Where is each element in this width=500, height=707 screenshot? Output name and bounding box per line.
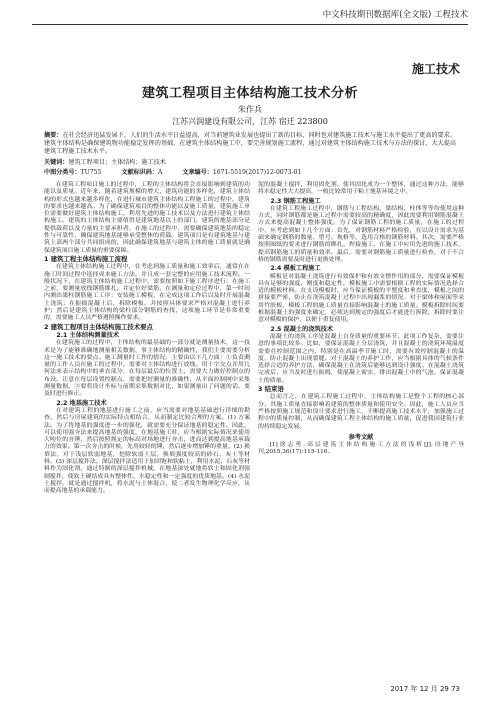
subheading: 2.3 钢筋工程施工 xyxy=(270,197,321,205)
keywords xyxy=(44,157,456,166)
article-title: 建筑工程项目主体结构施工技术分析 xyxy=(141,86,358,101)
paragraph: 混凝土的浇筑工序是混凝土自身质量的重要环节，此项工作复杂，需要注意的事项比较多。比如，要保证混凝土分层浇筑，并且混凝土的浇筑环境温度需要在控制范围之内，特别是在高温季节施工时，需要有效控制混凝土的温度，防止混凝土出现裂缝。对于混凝土的养护工作，应当根据具体的气候条件选择合适的养护方法，确保混凝土在浇筑后能够达到设计强度。在混凝土浇筑完成后，应当及时进行振捣，使混凝土密实，排出混凝土中的气泡，保证混凝土的质量。 xyxy=(258,333,464,384)
page-footer: 2017 年 12 月 29 73 xyxy=(390,685,460,693)
keywords-text: 建筑工程项目；主体结构；施工技术 xyxy=(68,159,166,166)
paragraph: 模板是对混凝土浇筑进行有效保护和有效支撑作用的部分，需要保证模板具有足够的强度、刚度和稳定性。模板施工中需要根据工程的实际情况选择合适的模板材料。在支设模板时，应当保证模板的平整度和垂直度，模板之间的拼接要严密，防止在浇筑混凝土过程中出现漏浆的情况。对于梁体和屋面等采用竹胶板、模板工程的施工质量直接影响混凝土的施工质量。模板拆除时间要根据混凝土的强度来确定，必须达到规定的强度后才能进行拆除，拆除时要注意对模板的保护，以便于重复使用。 xyxy=(258,273,464,324)
paragraph: 总而言之，在建筑工程施工过程中，主体结构施工是整个工程的核心部分，其施工质量直接影响着建筑的整体质量和使用安全。因此，施工人员应当严格按照施工规范和设计要求进行施工，不断提高施工技术水平，加强施工过程中的质量控制，从而确保建筑工程主体结构的施工质量，促进我国建筑行业的持续稳定发展。 xyxy=(258,394,464,430)
header-rule xyxy=(32,24,468,25)
paragraph: 在建筑工程施工过程中，钢筋与工程结构、梁结构、柱体等等均使用这种方式，同时钢筋都是施工过程中需要较高的精确度，因此需要利用钢筋混凝土方式来提高混凝土整体强度。为了保证钢筋工程的施工质量，在施工的过程中，应考虑到如下几个方面：首先，对钢筋材料严格检验，在以设计需求为基础来确定钢筋的数量、型号、规格等，选用合格的钢筋材料。其次，需要严格按照图纸的要求进行钢筋的绑扎、焊接施工，在施工中应用先进的施工技术，提高钢筋施工的质量和效率。最后，需要对钢筋施工质量进行检查，对于不合格的钢筋需要及时进行更换处理。 xyxy=(258,205,464,263)
doc-code: 文献标识码：A xyxy=(121,169,163,176)
right-column xyxy=(258,182,464,457)
paragraph: 在建筑主体结构施工过程中，在考虑到施工质量和施工效率后，通常在在施工时间过程中选择成本施工方法，并且成一套完整的应用施工技术流程。一般状况下，在建筑主体结构施工过程中，需要按照如下施工程序进行：在施工之前，要测量放线钢筋绑扎，并定位好梁筋，在测量和定位过程中，第一时间内测出梁柱钢筋施工工序：安装施工模板，在完成这项工作后以及时开展混凝土浇筑；在振捣混凝土后，拆除模板，并按照具体要求严格对混凝土进行养护；然后是建筑主体结构的梁柱部分钢筋的查找，这项施工环节是非常重要的，需要施工人员严格遵照操作要求。 xyxy=(44,264,250,322)
subheading: 2.2 地基施工技术 xyxy=(56,399,107,407)
classification-line xyxy=(44,167,456,176)
reference-item: [1]徐志勇.高层建筑主体结构施工方法的浅析[J].房地产导刊,2015,36(17):115-116. xyxy=(258,442,464,456)
heading: 1 建筑工程主体结构施工流程 xyxy=(44,254,128,263)
heading: 2 建筑工程项目主体结构施工技术要点 xyxy=(44,322,153,331)
class-number: 中图分类号：TU755 xyxy=(44,169,102,176)
subheading: 2.1 主体结构测量技术 xyxy=(56,331,120,339)
affiliation: 江苏兴润建设有限公司，江苏 宿迁 223800 xyxy=(172,117,328,126)
paragraph: 在对建筑工程的地基进行施工之前，应当需要对地基基础进行详细的勘查，然后与房屋建筑的实际特点相结合，从而制定比较合理的方案。(1) 方案法。为了将地基的强度进一步的强化，就需要充分保证地基的稳定性。因此，可以使用强夯法来提高地基的强度，在地基施工时，应当根据实际情况来使用大吨位的夯锤，然后按照规定的标高对场地进行夯击，进而达到提高地基承载力的效果。第一次夯击的时候，先用较轻的锤，然后逐步增加锤的重量。(2) 换填法。对于浅层软弱地基，挖除软弱土层，换填强度较高的砂石、灰土等材料。(3) 深层搅拌法。深层搅拌法适用于加固饱和软粘土，利用水泥、石灰等材料作为固化剂，通过特制的深层搅拌机械，在地基深处就地将软土和固化剂强制搅拌，使软土硬结成具有整体性、水稳定性和一定强度的优质地基。(4) 水泥土搅拌。就是通过搅拌机，将水泥与土体混合，使二者发生物理化学反应，从而提高地基的承载能力。 xyxy=(44,407,250,495)
paragraph: 泥的混凝土搅拌，利用固化剂，使其固化成为一个整体，通过这种方法，能够将水稳定性大大提高，一般比较常用于粘土地基环境之中。 xyxy=(258,182,464,196)
keywords-label: 关键词： xyxy=(44,159,69,166)
paragraph: 在建筑工程项目施工的过程中，工程的主体结构将会直接影响到建筑的功能以及质量。近年来，随着建筑规模的增大，建筑功能的多样化，建筑主体结构的形式也越来越多样化，在进行城市建筑主体结构工程施工的过程中，建筑的要求也越来越高。为了确保建筑项目的整体功能以及施工质量，建筑施工单位需要做好建筑主体结构施工，利用先进的施工技术以及方法进行建筑主体结构施工。建筑的主体结构主要值得是建筑地基以上的部门，建筑的地基部分是提供载荷以及力量的主要承担者，在施工的过程中，需要确保建筑地基的稳定性与可靠性，确保建筑地基能够承受整体的荷载。建筑项目是有建筑地基与建筑上部两个部分共同组成的，因此确保建筑地基与建筑主体的施工质量就是确保建筑项目施工质量的重要保障。 xyxy=(44,182,250,254)
subheading: 2.4 模板工程施工 xyxy=(270,265,321,273)
author: 朱作兵 xyxy=(238,105,262,114)
references-title: 参考文献 xyxy=(348,433,374,441)
running-header: 中文科技期刊数据库(全文版) 工程技术 xyxy=(322,10,468,20)
left-column xyxy=(44,182,250,496)
abstract-text: 在社会经济迅猛发展下，人们的生活水平日益提高，对当前建筑业发展也提出了新的目标，同时也对建筑施工技术与施工水平提出了更高的要求。建筑主体结构是确保建筑物功能稳定发挥的基础，在建筑主体结构施工中，要完善规划施工流程，通过对建筑主体结构施工技术与方法的探讨，大大提高建筑工程施工技术水平。 xyxy=(44,132,457,155)
abstract xyxy=(44,132,456,156)
subheading: 2.5 混凝土的浇筑技术 xyxy=(270,325,334,333)
heading: 3 结束语 xyxy=(258,385,284,394)
abstract-label: 摘要： xyxy=(44,132,63,139)
paragraph: 在建筑施工的过程中，主体结构的最基础的一部分就是测量技术，这一技术是为了能够准确地测量相关数据，事主体结构的精确性，我们主要需要分析这一施工技术的要点。施工测量时工作的情况。主要由以下几方面：①负责测量的工作人员在施工的过程中，需要对主体结构进行放线。用十字交点并用几何法来表示结构中的垂直部分，在每层最后的位置上，需要大力做好控制点的布设。注意在每层设置控制点，需要把好测量的准确性，从平面控制网中采集测量数据。③要将设计坐标与前期采集数据对比，如果测量出了问题的话，要及时进行修正。 xyxy=(44,340,250,398)
article-number: 文章编号：1671-5519(2017)12-0073-01 xyxy=(182,169,302,176)
section-title: 施工技术 xyxy=(411,62,460,76)
